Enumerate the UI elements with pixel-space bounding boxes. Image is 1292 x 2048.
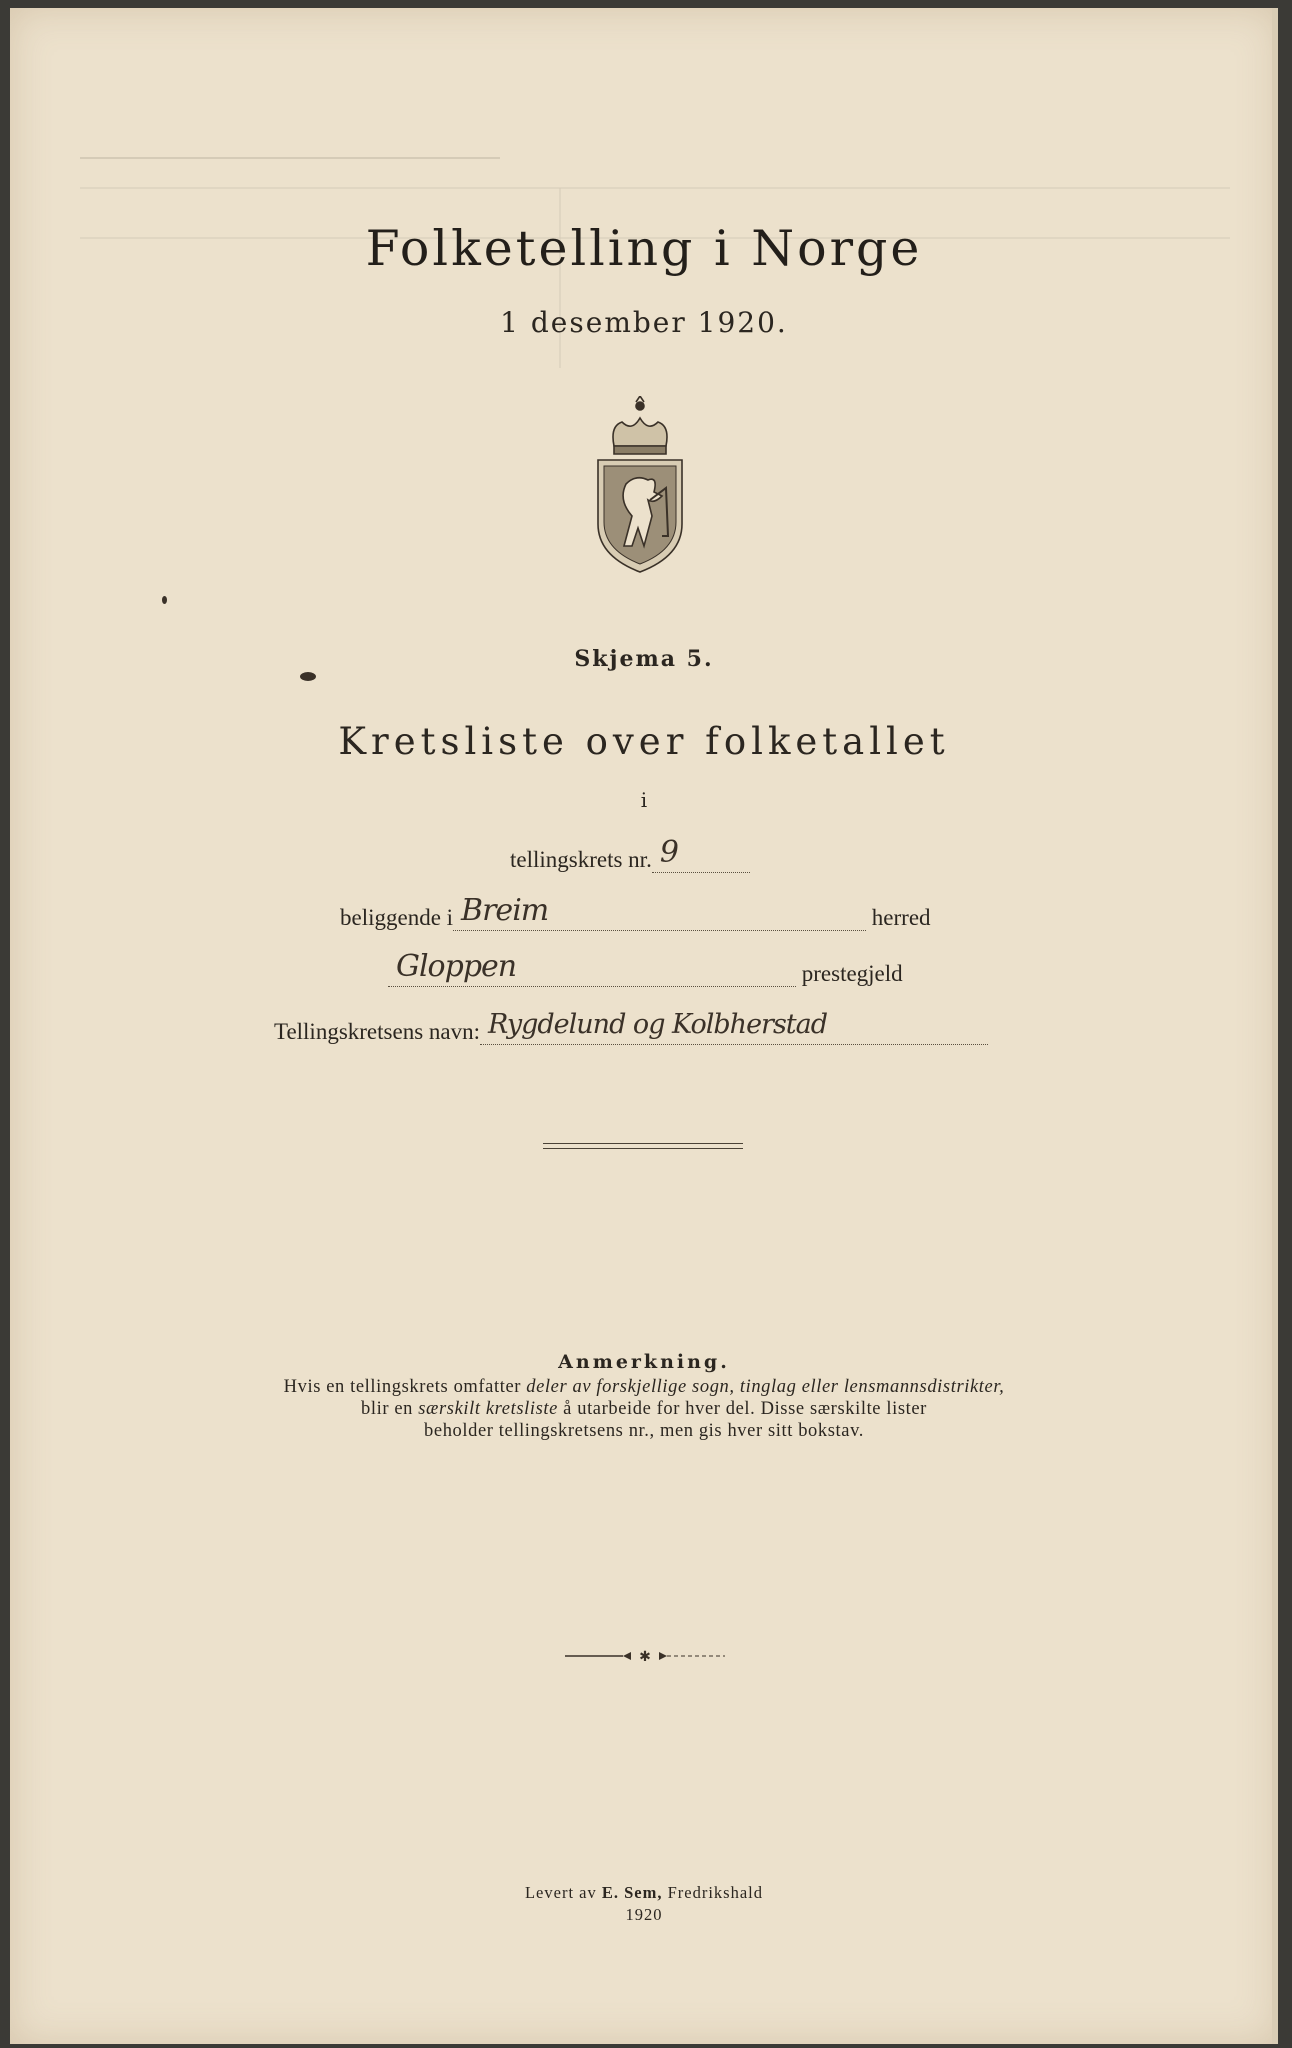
connector-text: i — [640, 788, 648, 812]
prestegjeld-field[interactable]: Gloppen — [388, 948, 796, 987]
svg-text:✱: ✱ — [639, 1649, 651, 1664]
ink-speck — [162, 596, 167, 604]
prestegjeld-row — [388, 948, 903, 987]
herred-label: herred — [871, 905, 931, 930]
census-form-page — [10, 8, 1278, 2044]
beliggende-label: beliggende i — [340, 905, 454, 930]
kretsnavn-field[interactable]: Rygdelund og Kolbherstad — [480, 1006, 988, 1045]
tellingskrets-number-field[interactable]: 9 — [652, 834, 750, 873]
schema-number: Skjema 5. — [574, 646, 714, 672]
kretsnavn-label: Tellingskretsens navn: — [274, 1019, 480, 1044]
tellingskrets-row — [510, 834, 750, 873]
note-line-1: Hvis en tellingskrets omfatter deler av forskjellige sogn, tinglag eller lensmannsdistrikter, — [283, 1377, 1005, 1397]
prestegjeld-label: prestegjeld — [801, 961, 903, 986]
printer-imprint — [10, 1882, 1278, 1926]
herred-field[interactable]: Breim — [453, 892, 866, 931]
ornament-divider-icon — [565, 1648, 725, 1664]
beliggende-row — [340, 892, 931, 931]
tellingskrets-label: tellingskrets nr. — [510, 847, 652, 872]
norwegian-coat-of-arms-icon — [592, 396, 688, 574]
note-line-3: beholder tellingskretsens nr., men gis hver sitt bokstav. — [424, 1421, 864, 1441]
note-title: Anmerkning. — [558, 1351, 730, 1373]
kretsnavn-row — [274, 1006, 988, 1045]
printer-year: 1920 — [625, 1905, 663, 1924]
section-divider — [543, 1143, 743, 1149]
note-line-2: blir en særskilt kretsliste å utarbeide for hver del. Disse særskilte lister — [361, 1399, 927, 1419]
page-title: Folketelling i Norge — [365, 220, 923, 277]
form-heading: Kretsliste over folketallet — [338, 720, 950, 763]
note-text — [10, 1376, 1278, 1442]
printer-line: Levert av E. Sem, Fredrikshald — [524, 1883, 764, 1902]
census-date: 1 desember 1920. — [500, 306, 788, 339]
ink-blot — [300, 672, 316, 681]
